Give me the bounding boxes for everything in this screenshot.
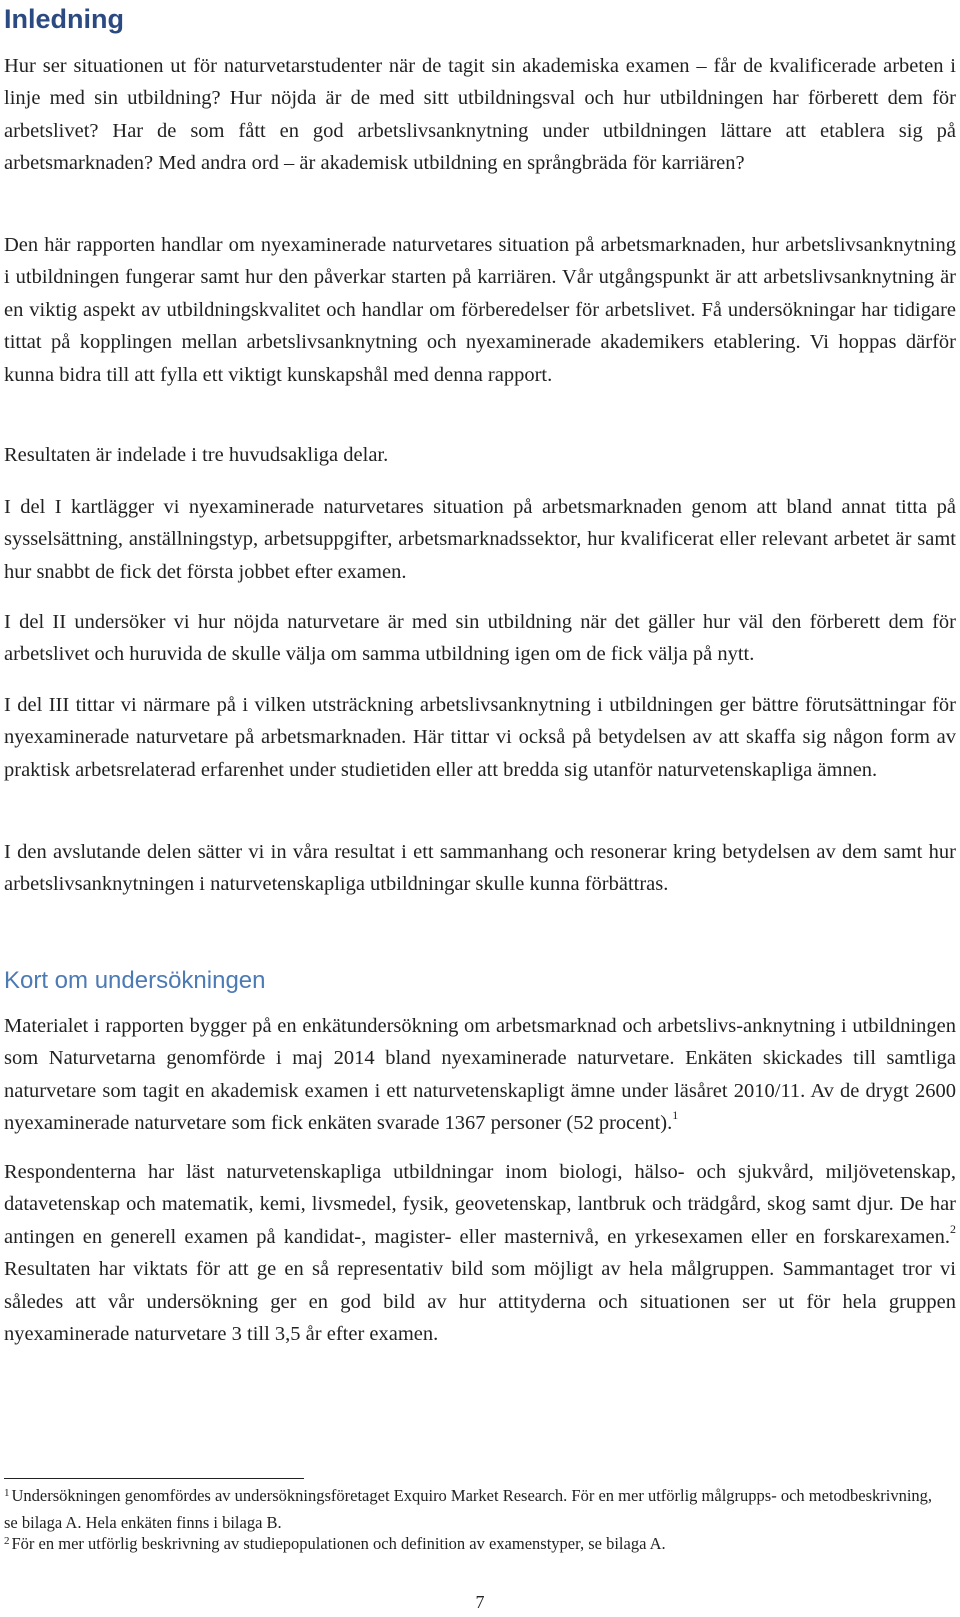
intro-paragraph-2: Den här rapporten handlar om nyexaminerade naturvetares situation på arbetsmarknaden, hur arbetslivsanknytning i utbildningen fungerar samt hur den påverkar starten på karriären. Vår utgångspunkt är att arbetslivsanknytning är en viktig aspekt av utbildningskvalitet och handlar om förberedelser för arbetslivet. Få undersökningar har tidigare tittat på kopplingen mellan arbetslivsanknytning och nyexaminerade akademikers etablering. Vi hoppas därför kunna bidra till att fylla ett viktigt kunskapshål med denna rapport. [4, 234, 956, 386]
intro-paragraph-1: Hur ser situationen ut för naturvetarstudenter när de tagit sin akademiska examen – får de kvalificerade arbeten i linje med sin utbildning? Hur nöjda är de med sitt utbildningsval och hur utbildningen har förberett dem för arbetslivet? Har de som fått en god arbetslivsanknytning under utbildningen lättare att etablera sig på arbetsmarknaden? Med andra ord – är akademisk utbildning en språngbräda för karriären? [4, 55, 956, 175]
page-number: 7 [475, 1592, 485, 1612]
intro-paragraph-3: Resultaten är indelade i tre huvudsakliga delar. [4, 444, 389, 466]
footnote-2 [4, 1532, 944, 1559]
footnote-separator [4, 1478, 304, 1479]
intro-paragraph-5: I del II undersöker vi hur nöjda naturvetare är med sin utbildning när det gäller hur väl den förberett dem för arbetslivet och huruvida de skulle välja om samma utbildning igen om de fick välja på nytt. [4, 611, 956, 666]
intro-paragraph-6: I del III tittar vi närmare på i vilken utsträckning arbetslivsanknytning i utbildningen ger bättre förutsättningar för nyexaminerade naturvetare på arbetsmarknaden. Här tittar vi också på betydelsen av att skaffa sig någon form av praktisk arbetsrelaterad erfarenhet under studietiden eller att bredda sig utanför naturvetenskapliga ämnen. [4, 694, 956, 781]
footnote-1-text: Undersökningen genomfördes av undersökningsföretaget Exquiro Market Research. För en mer utförlig målgrupps- och metodbeskrivning, se bilaga A. Hela enkäten finns i bilaga B. [4, 1486, 933, 1532]
footnote-ref-1: 1 [672, 1108, 679, 1123]
survey-paragraph-1-text: Materialet i rapporten bygger på en enkätundersökning om arbetsmarknad och arbetslivs-anknytning i utbildningen som Naturvetarna genomförde i maj 2014 bland nyexaminerade naturvetare. Enkäten skickades till samtliga naturvetare som tagit en akademisk examen i ett naturvetenskapligt ämne under läsåret 2010/11. Av de drygt 2600 nyexaminerade naturvetare som fick enkäten svarade 1367 personer (52 procent). [4, 1015, 956, 1135]
footnote-ref-2: 2 [950, 1221, 956, 1236]
survey-paragraph-2 [4, 1156, 956, 1350]
intro-heading: Inledning [4, 4, 124, 34]
footnote-1-mark: 1 [4, 1487, 10, 1499]
survey-heading: Kort om undersökningen [4, 967, 266, 994]
survey-paragraph-2-text-a: Respondenterna har läst naturvetenskapliga utbildningar inom biologi, hälso- och sjukvård, miljövetenskap, datavetenskap och matematik, kemi, livsmedel, fysik, geovetenskap, lantbruk och trädgård, skog samt djur. De har antingen en generell examen på kandidat-, magister- eller masternivå, en yrkesexamen eller en forskarexamen. [4, 1161, 956, 1248]
footnote-2-mark: 2 [4, 1535, 10, 1547]
survey-paragraph-1 [4, 1010, 956, 1140]
footnote-2-text: För en mer utförlig beskrivning av studiepopulationen och definition av examenstyper, se bilaga A. [11, 1534, 666, 1553]
survey-paragraph-2-text-b: Resultaten har viktats för att ge en så representativ bild som möjligt av hela målgruppen. Sammantaget tror vi således att vår undersökning ger en god bild av hur attityderna och situationen ser ut för hela gruppen nyexaminerade naturvetare 3 till 3,5 år efter examen. [4, 1258, 956, 1346]
footnote-1 [4, 1484, 944, 1534]
intro-paragraph-4: I del I kartlägger vi nyexaminerade naturvetares situation på arbetsmarknaden genom att bland annat titta på sysselsättning, anställningstyp, arbetsuppgifter, arbetsmarknadssektor, hur kvalificerat eller relevant arbetet är samt hur snabbt de fick det första jobbet efter examen. [4, 496, 956, 583]
intro-paragraph-7: I den avslutande delen sätter vi in våra resultat i ett sammanhang och resonerar kring betydelsen av dem samt hur arbetslivsanknytningen i naturvetenskapliga utbildningar skulle kunna förbättras. [4, 841, 956, 896]
